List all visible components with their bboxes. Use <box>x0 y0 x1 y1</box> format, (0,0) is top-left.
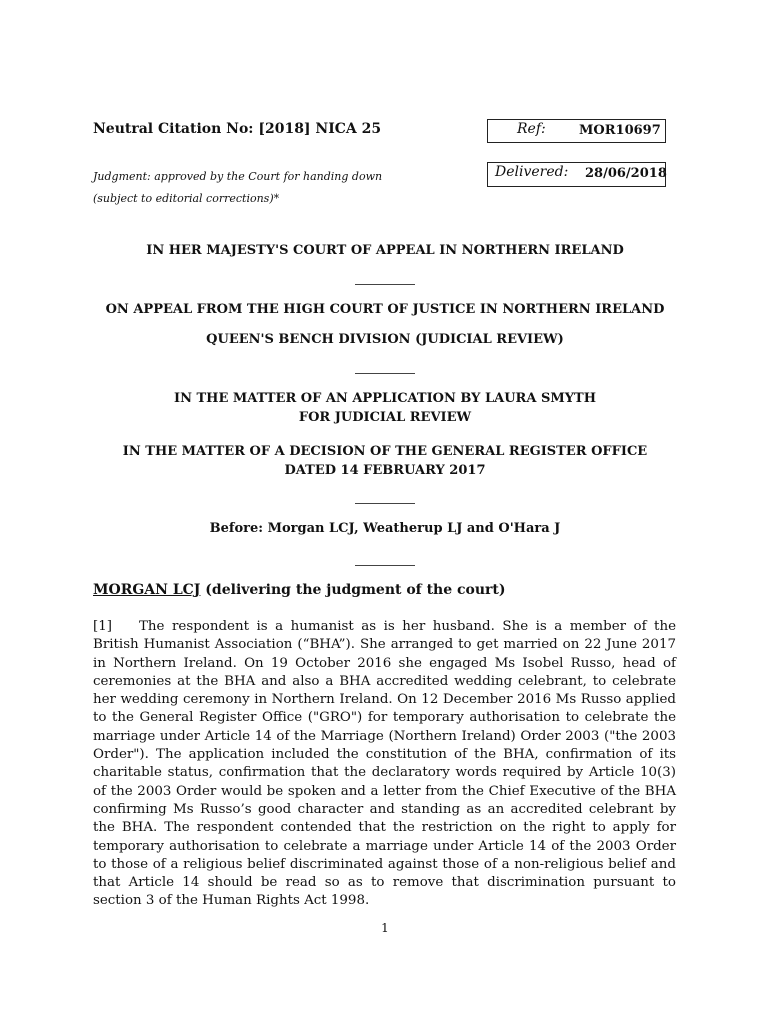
division-heading: QUEEN'S BENCH DIVISION (JUDICIAL REVIEW) <box>206 332 564 347</box>
approval-note <box>93 166 382 210</box>
judgment-byline <box>93 582 506 598</box>
matter-applicant-line-2: FOR JUDICIAL REVIEW <box>298 410 472 425</box>
separator-rule <box>355 373 415 374</box>
approval-line-2: (subject to editorial corrections)* <box>93 192 280 205</box>
ref-value: MOR10697 <box>579 123 661 138</box>
byline-description: (delivering the judgment of the court) <box>200 582 506 598</box>
court-heading: IN HER MAJESTY'S COURT OF APPEAL IN NORTHERN IRELAND <box>146 243 624 258</box>
ref-label: Ref: <box>517 121 546 137</box>
ref-box <box>487 119 666 143</box>
matter-applicant-line-1: IN THE MATTER OF AN APPLICATION BY LAURA SMYTH <box>174 391 596 406</box>
byline-judge: MORGAN LCJ <box>93 582 201 598</box>
delivered-value: 28/06/2018 <box>585 166 667 181</box>
separator-rule <box>355 565 415 566</box>
delivered-label: Delivered: <box>495 164 569 180</box>
bench-heading: Before: Morgan LCJ, Weatherup LJ and O'Hara J <box>209 521 561 536</box>
matter-decision-line-1: IN THE MATTER OF A DECISION OF THE GENERAL REGISTER OFFICE <box>122 444 648 459</box>
separator-rule <box>355 284 415 285</box>
matter-decision-line-2: DATED 14 FEBRUARY 2017 <box>284 463 486 478</box>
separator-rule <box>355 503 415 504</box>
matter-decision-heading <box>80 442 690 480</box>
neutral-citation: Neutral Citation No: [2018] NICA 25 <box>93 121 382 137</box>
approval-line-1: Judgment: approved by the Court for handing down <box>93 170 383 183</box>
delivered-box <box>487 162 666 187</box>
paragraph-1 <box>93 618 676 911</box>
paragraph-number: [1] <box>93 619 112 634</box>
page-number: 1 <box>381 921 389 935</box>
matter-applicant-heading <box>80 389 690 427</box>
appeal-from-heading: ON APPEAL FROM THE HIGH COURT OF JUSTICE IN NORTHERN IRELAND <box>105 302 665 317</box>
paragraph-text: The respondent is a humanist as is her husband. She is a member of the British Humanist Association (“BHA”). She arranged to get married on 22 June 2017 in Northern Ireland. On 19 October 2016 she engaged Ms Isobel Russo, head of ceremonies at the BHA and also a BHA accredited wedding celebrant, to celebrate her wedding ceremony in Northern Ireland. On 12 December 2016 Ms Russo applied to the General Register Office ("GRO") for temporary authorisation to celebrate the marriage under Article 14 of the Marriage (Northern Ireland) Order 2003 ("the 2003 Order"). The application included the constitution of the BHA, confirmation of its charitable status, confirmation that the declaratory words required by Article 10(3) of the 2003 Order would be spoken and a letter from the Chief Executive of the BHA confirming Ms Russo’s good character and standing as an accredited celebrant by the BHA. The respondent contended that the restriction on the right to apply for temporary authorisation to celebrate a marriage under Article 14 of the 2003 Order to those of a religious belief discriminated against those of a non-religious belief and that Article 14 should be read so as to remove that discrimination pursuant to section 3 of the Human Rights Act 1998. <box>93 619 676 909</box>
